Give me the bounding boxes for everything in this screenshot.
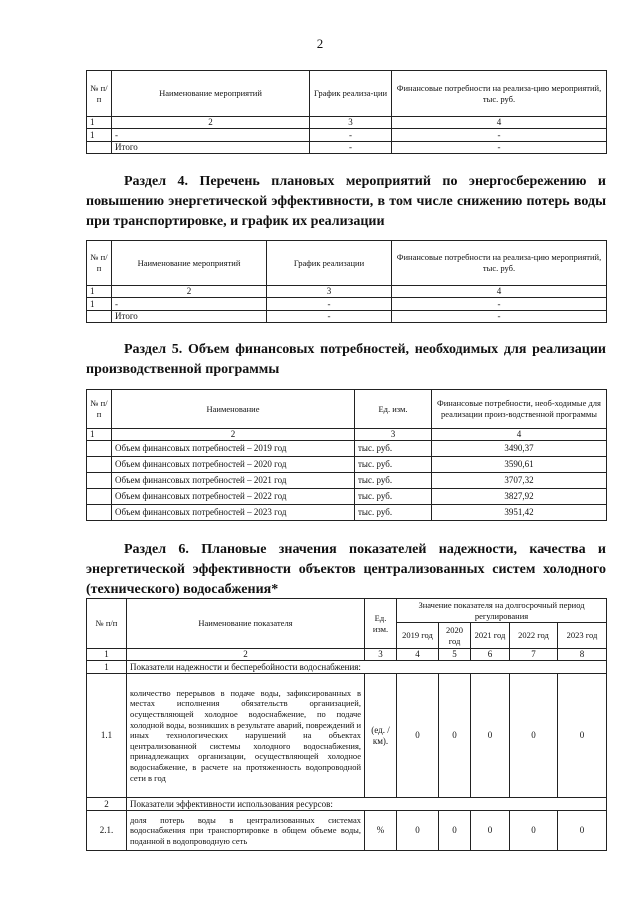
numbering-cell: 6 xyxy=(471,649,510,661)
table-row xyxy=(87,811,607,851)
group-label: Показатели эффективности использования ресурсов: xyxy=(127,798,607,811)
header-schedule: График реализа-ции xyxy=(310,71,392,117)
numbering-cell: 1 xyxy=(87,117,112,129)
section-6-heading xyxy=(86,540,606,600)
numbering-cell: 3 xyxy=(310,117,392,129)
row-no: 1 xyxy=(87,129,112,142)
row-value: 3490,37 xyxy=(432,441,607,457)
row-name: - xyxy=(112,129,310,142)
row-value: 0 xyxy=(439,811,471,851)
total-schedule: - xyxy=(310,142,392,154)
row-schedule: - xyxy=(267,298,392,311)
row-no: 1.1 xyxy=(87,674,127,798)
numbering-cell: 3 xyxy=(365,649,397,661)
row-unit: тыс. руб. xyxy=(355,489,432,505)
row-name: Объем финансовых потребностей – 2023 год xyxy=(112,505,355,521)
header-name: Наименование мероприятий xyxy=(112,241,267,286)
header-year: 2022 год xyxy=(510,623,558,649)
table-1 xyxy=(86,70,607,154)
page-number: 2 xyxy=(316,36,324,51)
section-6-title: Раздел 6. Плановые значения показателей надежности, качества и энергетической эффективности объектов централизованных систем холодного (технического) водосабжения* xyxy=(86,542,606,597)
row-name: количество перерывов в подаче воды, зафиксированных в местах исполнения обязательств организацией, осуществляющей холодное водоснабжение, по подаче холодной воды, возникших в результате аварий, повреждений и иных технологических нарушений на объектах централизованной системы холодного водоснабжения, принадлежащих организации, осуществляющей холодное водоснабжение, в расчете на протяженность водопроводной сети в год xyxy=(127,674,365,798)
header-year: 2019 год xyxy=(397,623,439,649)
numbering-cell: 1 xyxy=(87,286,112,298)
group-no: 2 xyxy=(87,798,127,811)
row-unit: тыс. руб. xyxy=(355,441,432,457)
numbering-cell: 4 xyxy=(432,429,607,441)
table-row xyxy=(87,473,607,489)
header-year: 2023 год xyxy=(558,623,607,649)
row-unit: тыс. руб. xyxy=(355,457,432,473)
numbering-cell: 3 xyxy=(355,429,432,441)
numbering-cell: 5 xyxy=(439,649,471,661)
row-finance: - xyxy=(392,129,607,142)
header-year: 2020 год xyxy=(439,623,471,649)
header-name: Наименование мероприятий xyxy=(112,71,310,117)
section-5-heading xyxy=(86,340,606,380)
group-row xyxy=(87,661,607,674)
table-2 xyxy=(86,240,607,323)
numbering-cell: 7 xyxy=(510,649,558,661)
row-value: 3827,92 xyxy=(432,489,607,505)
table-row xyxy=(87,489,607,505)
header-no: № п/п xyxy=(87,599,127,649)
row-value: 0 xyxy=(558,674,607,798)
numbering-cell: 1 xyxy=(87,429,112,441)
row-name: - xyxy=(112,298,267,311)
numbering-cell: 1 xyxy=(87,649,127,661)
table-row xyxy=(87,441,607,457)
total-row xyxy=(87,142,607,154)
numbering-cell: 3 xyxy=(267,286,392,298)
section-5-title: Раздел 5. Объем финансовых потребностей, необходимых для реализации производственной программы xyxy=(86,342,606,377)
row-value: 0 xyxy=(397,674,439,798)
row-name: Объем финансовых потребностей – 2020 год xyxy=(112,457,355,473)
row-unit: тыс. руб. xyxy=(355,473,432,489)
numbering-cell: 4 xyxy=(392,117,607,129)
group-row xyxy=(87,798,607,811)
row-unit: (ед. / км). xyxy=(365,674,397,798)
total-schedule: - xyxy=(267,311,392,323)
row-no: 2.1. xyxy=(87,811,127,851)
row-value: 3951,42 xyxy=(432,505,607,521)
section-4-title: Раздел 4. Перечень плановых мероприятий по энергосбережению и повышению энергетической эффективности, в том числе снижению потерь воды при транспортировке, и график их реализации xyxy=(86,174,606,229)
header-name: Наименование xyxy=(112,390,355,429)
header-no: № п/п xyxy=(87,71,112,117)
numbering-cell: 2 xyxy=(112,286,267,298)
header-unit: Ед. изм. xyxy=(355,390,432,429)
table-row xyxy=(87,505,607,521)
row-no: 1 xyxy=(87,298,112,311)
row-name: Объем финансовых потребностей – 2021 год xyxy=(112,473,355,489)
table-4 xyxy=(86,598,607,851)
row-unit: % xyxy=(365,811,397,851)
numbering-cell: 4 xyxy=(392,286,607,298)
header-year: 2021 год xyxy=(471,623,510,649)
numbering-cell: 2 xyxy=(112,117,310,129)
numbering-cell: 4 xyxy=(397,649,439,661)
header-unit: Ед. изм. xyxy=(365,599,397,649)
total-row xyxy=(87,311,607,323)
table-row xyxy=(87,674,607,798)
total-label: Итого xyxy=(112,311,267,323)
row-schedule: - xyxy=(310,129,392,142)
row-name: Объем финансовых потребностей – 2022 год xyxy=(112,489,355,505)
total-finance: - xyxy=(392,142,607,154)
row-value: 3707,32 xyxy=(432,473,607,489)
row-value: 0 xyxy=(510,811,558,851)
total-label: Итого xyxy=(112,142,310,154)
row-value: 0 xyxy=(558,811,607,851)
header-finance: Финансовые потребности на реализа-цию мероприятий, тыс. руб. xyxy=(392,71,607,117)
header-no: № п/п xyxy=(87,390,112,429)
row-value: 0 xyxy=(439,674,471,798)
row-finance: - xyxy=(392,298,607,311)
row-name: Объем финансовых потребностей – 2019 год xyxy=(112,441,355,457)
group-no: 1 xyxy=(87,661,127,674)
row-unit: тыс. руб. xyxy=(355,505,432,521)
header-finance: Финансовые потребности, необ-ходимые для реализации произ-водственной программы xyxy=(432,390,607,429)
table-row xyxy=(87,298,607,311)
row-value: 3590,61 xyxy=(432,457,607,473)
section-4-heading xyxy=(86,172,606,232)
row-name: доля потерь воды в централизованных системах водоснабжения при транспортировке в общем объеме воды, поданной в водопроводную сеть xyxy=(127,811,365,851)
row-value: 0 xyxy=(471,811,510,851)
header-schedule: График реализации xyxy=(267,241,392,286)
row-value: 0 xyxy=(510,674,558,798)
table-row xyxy=(87,457,607,473)
numbering-cell: 2 xyxy=(112,429,355,441)
header-name: Наименование показателя xyxy=(127,599,365,649)
header-finance: Финансовые потребности на реализа-цию мероприятий, тыс. руб. xyxy=(392,241,607,286)
total-finance: - xyxy=(392,311,607,323)
header-no: № п/п xyxy=(87,241,112,286)
header-period: Значение показателя на долгосрочный период регулирования xyxy=(397,599,607,623)
group-label: Показатели надежности и бесперебойности водоснабжения: xyxy=(127,661,607,674)
row-value: 0 xyxy=(471,674,510,798)
numbering-cell: 8 xyxy=(558,649,607,661)
table-3 xyxy=(86,389,607,521)
numbering-cell: 2 xyxy=(127,649,365,661)
row-value: 0 xyxy=(397,811,439,851)
table-row xyxy=(87,129,607,142)
